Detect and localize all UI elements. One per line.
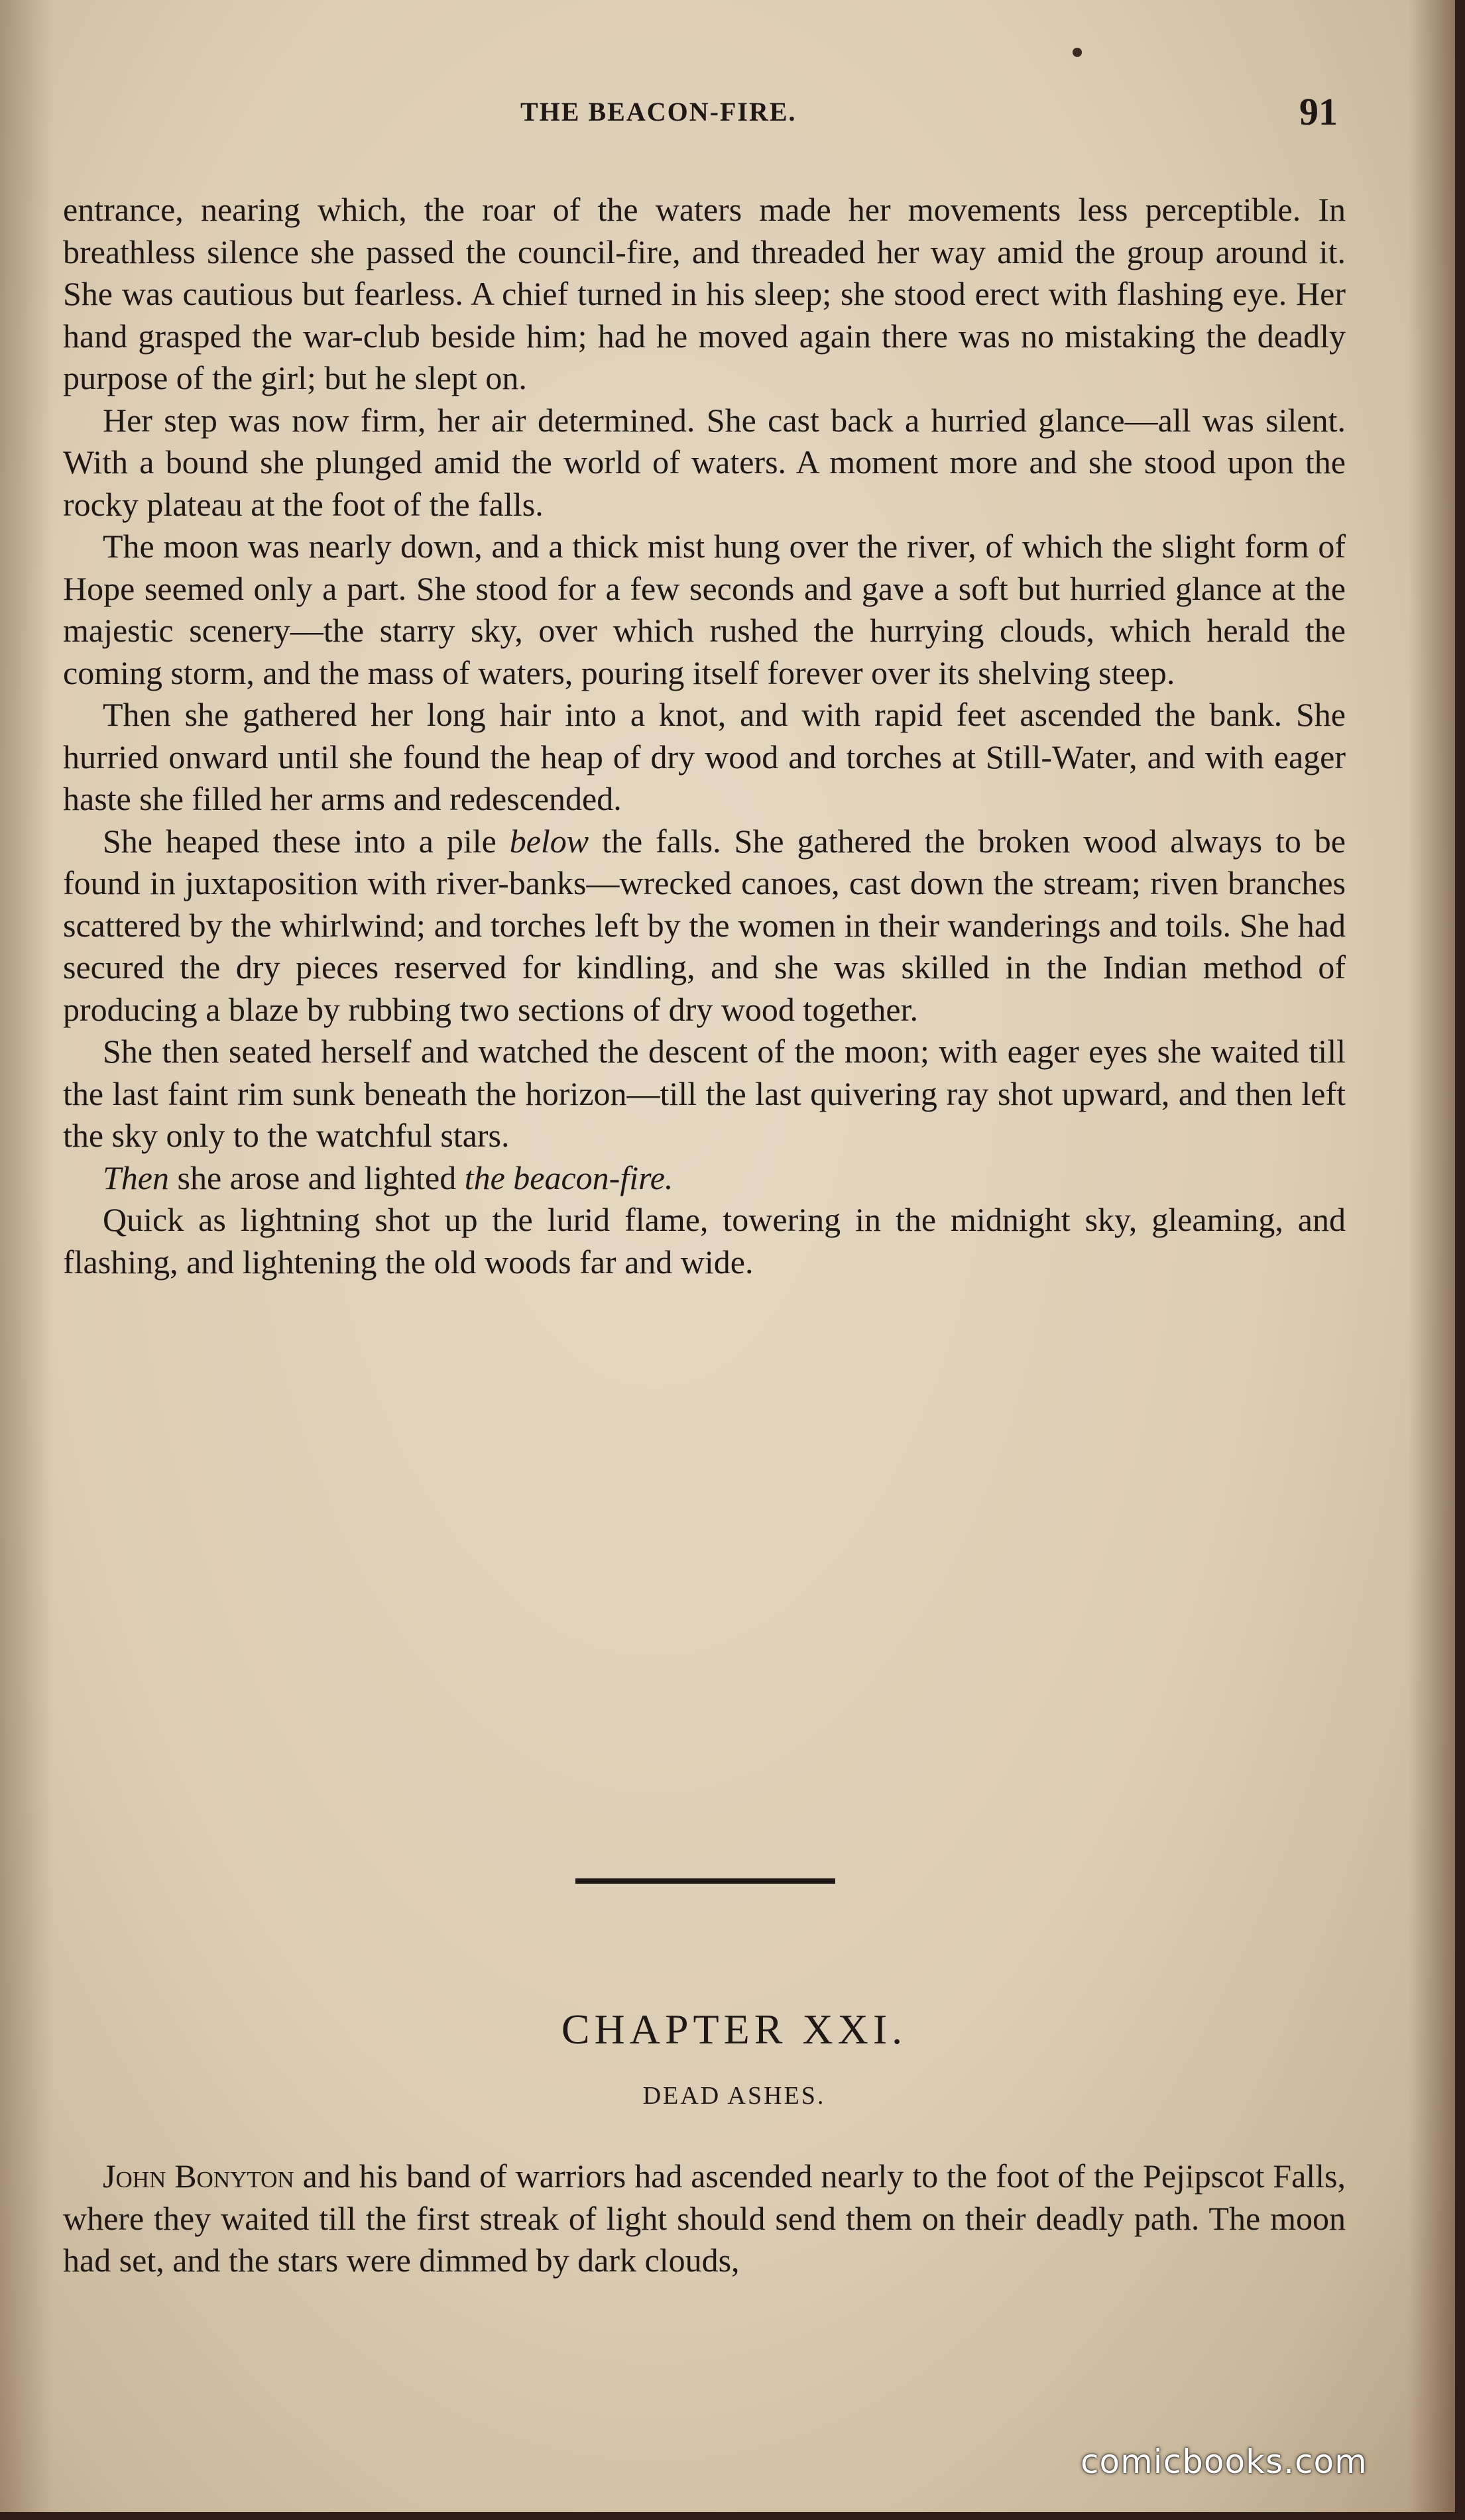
paragraph: The moon was nearly down, and a thick mist hung over the river, of which the slight form of Hope seemed only a part. She stood for a few seconds and gave a soft but hurried glance at the majestic scenery—the starry sky, over which rushed the hurrying clouds, which herald the coming storm, and the mass of waters, pouring itself forever over its shelving steep. xyxy=(63,528,1346,691)
paragraph-text: She heaped these into a pile xyxy=(103,822,510,860)
paragraph-text: and his band of warriors had ascended nearly to the foot of the Pejipscot Falls, where they waited till the first streak of light should send them on their deadly path. The moon had set, and the stars were dimmed by dark clouds, xyxy=(63,2157,1346,2279)
paragraph: She then seated herself and watched the descent of the moon; with eager eyes she waited till the last faint rim sunk beneath the horizon—till the last quivering ray shot upward, and then left the sky only to the watchful stars. xyxy=(63,1033,1346,1154)
emphasis-beacon-fire: the beacon-fire. xyxy=(464,1159,674,1196)
chapter-heading: CHAPTER XXI. xyxy=(561,2006,908,2053)
ink-spot xyxy=(1073,48,1082,57)
running-title: THE BEACON-FIRE. xyxy=(520,97,797,127)
emphasis-below: below xyxy=(509,822,589,860)
paragraph xyxy=(63,1157,1346,1200)
site-watermark: comicbooks.com xyxy=(1081,2442,1368,2481)
paragraph xyxy=(63,821,1346,1031)
chapter-subtitle: DEAD ASHES. xyxy=(642,2082,826,2110)
paragraph-text: she arose and lighted xyxy=(169,1159,465,1196)
paragraph: entrance, nearing which, the roar of the waters made her movements less perceptible. In breathless silence she passed the council-fire, and threaded her way amid the group around it. She was cautious but fearless. A chief turned in his sleep; she stood erect with flashing eye. Her hand grasped the war-club beside him; had he moved again there was no mistaking the deadly purpose of the girl; but he slept on. xyxy=(63,191,1346,396)
paragraph: Her step was now firm, her air determined. She cast back a hurried glance—all was silent. With a bound she plunged amid the world of waters. A moment more and she stood upon the rocky plateau at the foot of the falls. xyxy=(63,401,1346,523)
paragraph: Quick as lightning shot up the lurid flame, towering in the midnight sky, gleaming, and flashing, and lightening the old woods far and wide. xyxy=(63,1201,1346,1281)
paragraph: Then she gathered her long hair into a knot, and with rapid feet ascended the bank. She hurried onward until she found the heap of dry wood and torches at Still-Water, and with eager haste she filled her arms and redescended. xyxy=(63,696,1346,817)
running-head xyxy=(0,89,1455,133)
chapter-opening-text xyxy=(63,2155,1346,2282)
page-number: 91 xyxy=(1299,90,1338,133)
section-divider-rule xyxy=(575,1878,835,1884)
emphasis-then: Then xyxy=(103,1159,169,1196)
paragraph-text: the falls. She gathered the broken wood always to be found in juxtaposition with river-banks—wrecked canoes, cast down the stream; riven branches scattered by the whirlwind; and torches left by the women in their wanderings and toils. She had secured the dry pieces reserved for kindling, and she was skilled in the Indian method of producing a blaze by rubbing two sections of dry wood together. xyxy=(63,822,1346,1028)
paragraph xyxy=(63,2155,1346,2282)
body-text xyxy=(63,189,1346,1283)
character-name: John Bonyton xyxy=(103,2157,294,2195)
